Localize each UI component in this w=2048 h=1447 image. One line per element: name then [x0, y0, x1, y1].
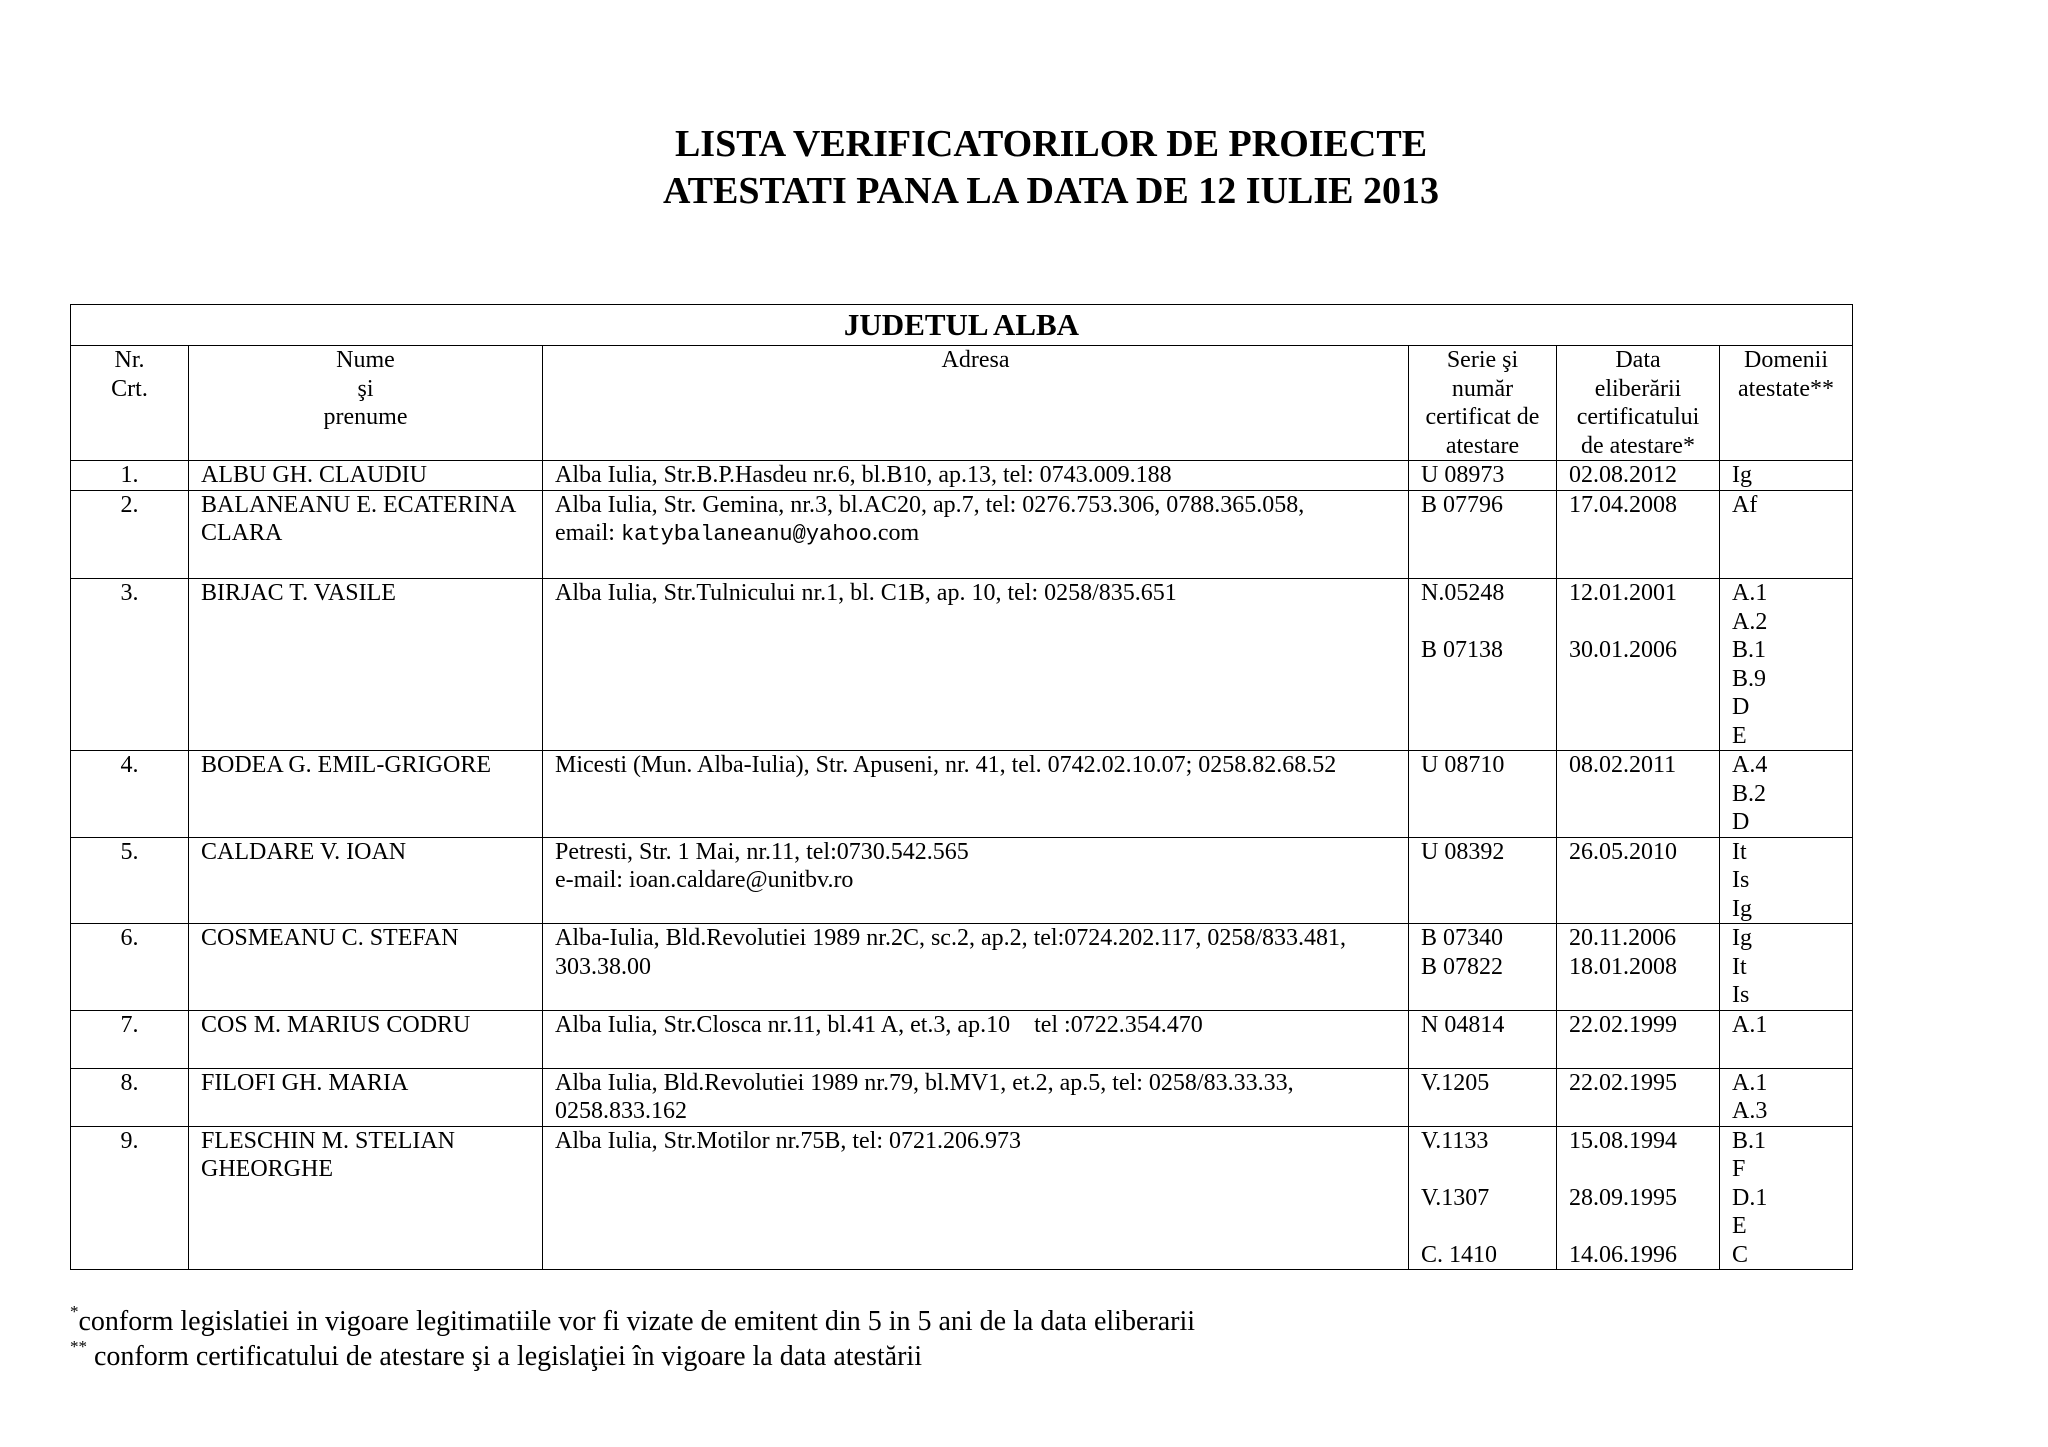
- footnote-1-mark: *: [70, 1302, 79, 1321]
- header-nume: [189, 346, 543, 461]
- cell-line: D: [1732, 694, 1750, 720]
- cell-line: Alba Iulia, Str.Motilor nr.75B, tel: 0721.206.973: [555, 1127, 1021, 1154]
- header-serie: [1409, 346, 1557, 461]
- county-header: JUDETUL ALBA: [71, 305, 1853, 346]
- cell-domenii: [1720, 837, 1853, 924]
- cell-spacer: [1421, 1155, 1544, 1184]
- table-row: [71, 837, 1853, 924]
- cell-domenii: [1720, 490, 1853, 579]
- cell-email-line: [555, 519, 1396, 550]
- cell-spacer: [555, 550, 1396, 579]
- footnote-2-text: conform certificatului de atestare şi a legislaţiei în vigoare la data atestării: [87, 1341, 922, 1372]
- table-row: [71, 490, 1853, 579]
- cell-line: Is: [1732, 867, 1750, 893]
- cell-nume: [189, 1126, 543, 1270]
- header-serie-line: certificat de: [1425, 404, 1540, 430]
- cell-line: Alba Iulia, Bld.Revolutiei 1989 nr.79, bl.MV1, et.2, ap.5, tel: 0258/83.33.33,: [555, 1069, 1294, 1096]
- header-serie-line: atestare: [1445, 432, 1520, 459]
- table-row: [71, 924, 1853, 1011]
- cell-line: B.1: [1732, 1127, 1767, 1154]
- header-serie-line: număr: [1451, 375, 1514, 402]
- cell-adresa: [543, 1010, 1409, 1068]
- cell-line: 0258.833.162: [555, 1098, 687, 1124]
- cell-data: [1557, 461, 1720, 491]
- cell-nr: 7.: [71, 1010, 189, 1068]
- cell-line: 22.02.1999: [1569, 1011, 1677, 1038]
- cell-line: B 07822: [1421, 953, 1504, 980]
- cell-line: 28.09.1995: [1569, 1184, 1677, 1211]
- cell-nr: 4.: [71, 751, 189, 838]
- cell-serie: [1409, 751, 1557, 838]
- cell-spacer: [555, 1039, 1396, 1068]
- cell-line: It: [1732, 953, 1747, 980]
- document-title-line-2: ATESTATI PANA LA DATA DE 12 IULIE 2013: [663, 170, 1439, 212]
- cell-data: [1557, 579, 1720, 751]
- cell-line: F: [1732, 1156, 1746, 1182]
- cell-line: Af: [1732, 491, 1758, 518]
- cell-serie: [1409, 579, 1557, 751]
- cell-line: CLARA: [201, 520, 283, 546]
- header-serie-line: Serie şi: [1446, 347, 1519, 373]
- cell-line: Is: [1732, 982, 1750, 1008]
- cell-domenii: [1720, 1010, 1853, 1068]
- cell-line: A.4: [1732, 752, 1768, 778]
- cell-adresa: [543, 751, 1409, 838]
- cell-serie: [1409, 1010, 1557, 1068]
- cell-spacer: [1421, 1212, 1544, 1241]
- cell-line: C: [1732, 1241, 1749, 1268]
- cell-nr: 1.: [71, 461, 189, 491]
- cell-line: Petresti, Str. 1 Mai, nr.11, tel:0730.542.565: [555, 838, 969, 865]
- cell-line: It: [1732, 838, 1747, 865]
- header-data-line: Data: [1615, 347, 1661, 373]
- cell-line: 14.06.1996: [1569, 1241, 1677, 1268]
- cell-domenii: [1720, 924, 1853, 1011]
- cell-line: 12.01.2001: [1569, 580, 1677, 606]
- footnote-1: [70, 1302, 1195, 1338]
- email-prefix: email:: [555, 520, 621, 546]
- cell-line: A.2: [1732, 608, 1768, 635]
- header-data-line: eliberării: [1594, 375, 1682, 402]
- cell-serie: [1409, 1068, 1557, 1126]
- cell-domenii: [1720, 1068, 1853, 1126]
- cell-line: 22.02.1995: [1569, 1069, 1677, 1096]
- cell-line: E: [1732, 1213, 1747, 1239]
- cell-serie: [1409, 837, 1557, 924]
- cell-serie: [1409, 490, 1557, 579]
- header-nume-line: şi: [357, 375, 374, 402]
- cell-line: B 07138: [1421, 637, 1504, 663]
- column-header-row: [71, 346, 1853, 461]
- cell-line: Alba Iulia, Str.Closca nr.11, bl.41 A, et.3, ap.10 tel :0722.354.470: [555, 1011, 1203, 1038]
- cell-line: 08.02.2011: [1569, 752, 1677, 778]
- cell-nume: [189, 751, 543, 838]
- cell-data: [1557, 1068, 1720, 1126]
- cell-line: B.2: [1732, 780, 1767, 807]
- cell-spacer: [1569, 608, 1707, 637]
- header-adresa-line: Adresa: [941, 347, 1010, 373]
- cell-adresa: [543, 461, 1409, 491]
- header-data-line: certificatului: [1576, 404, 1700, 430]
- cell-line: V.1205: [1421, 1069, 1490, 1096]
- cell-line: 15.08.1994: [1569, 1127, 1677, 1154]
- cell-line: 30.01.2006: [1569, 637, 1677, 663]
- cell-nume: [189, 924, 543, 1011]
- cell-line: A.1: [1732, 1011, 1768, 1038]
- cell-serie: [1409, 924, 1557, 1011]
- cell-line: B 07340: [1421, 925, 1504, 951]
- cell-line: Alba-Iulia, Bld.Revolutiei 1989 nr.2C, sc.2, ap.2, tel:0724.202.117, 0258/833.481,: [555, 925, 1347, 951]
- cell-line: U 08710: [1421, 752, 1505, 778]
- cell-line: 17.04.2008: [1569, 491, 1677, 518]
- verifiers-table: [70, 304, 1853, 1270]
- table-row: [71, 1068, 1853, 1126]
- cell-data: [1557, 1010, 1720, 1068]
- footnote-2: [70, 1337, 922, 1373]
- cell-domenii: [1720, 461, 1853, 491]
- cell-line: BODEA G. EMIL-GRIGORE: [201, 752, 491, 778]
- header-data: [1557, 346, 1720, 461]
- cell-nr: 9.: [71, 1126, 189, 1270]
- header-domenii: [1720, 346, 1853, 461]
- cell-data: [1557, 490, 1720, 579]
- table-row: [71, 579, 1853, 751]
- footnote-1-text: conform legislatiei in vigoare legitimatiile vor fi vizate de emitent din 5 in 5 ani de la data eliberarii: [78, 1306, 1195, 1337]
- cell-line: A.1: [1732, 1069, 1768, 1096]
- cell-line: Alba Iulia, Str.Tulnicului nr.1, bl. C1B, ap. 10, tel: 0258/835.651: [555, 580, 1177, 606]
- cell-line: BIRJAC T. VASILE: [201, 580, 396, 606]
- cell-adresa: [543, 490, 1409, 579]
- header-nume-line: prenume: [323, 404, 408, 430]
- cell-line: COSMEANU C. STEFAN: [201, 925, 459, 951]
- cell-adresa: [543, 924, 1409, 1011]
- cell-adresa: [543, 579, 1409, 751]
- cell-line: B.9: [1732, 665, 1767, 692]
- cell-adresa: [543, 1126, 1409, 1270]
- cell-line: B 07796: [1421, 491, 1504, 518]
- cell-line: Ig: [1732, 895, 1752, 922]
- cell-line: ALBU GH. CLAUDIU: [201, 462, 427, 488]
- cell-line: COS M. MARIUS CODRU: [201, 1011, 471, 1038]
- table-row: [71, 1126, 1853, 1270]
- table-row: [71, 751, 1853, 838]
- cell-line: BALANEANU E. ECATERINA: [201, 491, 517, 518]
- cell-nume: [189, 1010, 543, 1068]
- cell-nr: 8.: [71, 1068, 189, 1126]
- cell-line: V.1307: [1421, 1184, 1490, 1211]
- cell-line: 303.38.00: [555, 953, 651, 980]
- cell-nr: 2.: [71, 490, 189, 579]
- cell-line: FILOFI GH. MARIA: [201, 1069, 409, 1096]
- cell-line: A.3: [1732, 1098, 1768, 1124]
- cell-data: [1557, 924, 1720, 1011]
- cell-adresa: [543, 837, 1409, 924]
- cell-nume: [189, 1068, 543, 1126]
- cell-nume: [189, 837, 543, 924]
- header-data-line: de atestare*: [1581, 432, 1695, 459]
- cell-line: 18.01.2008: [1569, 953, 1677, 980]
- cell-line: CALDARE V. IOAN: [201, 838, 407, 865]
- cell-serie: [1409, 1126, 1557, 1270]
- cell-line: N 04814: [1421, 1011, 1505, 1038]
- cell-line: D.1: [1732, 1184, 1768, 1211]
- cell-adresa: [543, 1068, 1409, 1126]
- cell-line: V.1133: [1421, 1127, 1489, 1154]
- cell-spacer: [1569, 1212, 1707, 1241]
- cell-nr: 3.: [71, 579, 189, 751]
- cell-line: C. 1410: [1421, 1241, 1498, 1268]
- cell-data: [1557, 1126, 1720, 1270]
- cell-line: B.1: [1732, 637, 1767, 663]
- header-nr-line: Crt.: [111, 375, 148, 402]
- cell-spacer: [1569, 1155, 1707, 1184]
- cell-data: [1557, 751, 1720, 838]
- table-row: [71, 1010, 1853, 1068]
- document-title-line-1: LISTA VERIFICATORILOR DE PROIECTE: [674, 123, 1428, 165]
- cell-domenii: [1720, 1126, 1853, 1270]
- cell-data: [1557, 837, 1720, 924]
- cell-domenii: [1720, 579, 1853, 751]
- cell-serie: [1409, 461, 1557, 491]
- cell-line: 20.11.2006: [1569, 925, 1677, 951]
- cell-line: Alba Iulia, Str. Gemina, nr.3, bl.AC20, ap.7, tel: 0276.753.306, 0788.365.058,: [555, 491, 1305, 518]
- footnote-2-mark: **: [70, 1337, 87, 1356]
- table-row: [71, 461, 1853, 491]
- header-nr-line: Nr.: [114, 347, 145, 373]
- cell-domenii: [1720, 751, 1853, 838]
- cell-nume: [189, 579, 543, 751]
- cell-line: Ig: [1732, 462, 1752, 488]
- cell-line: U 08392: [1421, 838, 1505, 865]
- cell-spacer: [1421, 608, 1544, 637]
- cell-line: U 08973: [1421, 462, 1505, 488]
- header-domenii-line: Domenii: [1744, 347, 1828, 373]
- cell-line: Micesti (Mun. Alba-Iulia), Str. Apuseni, nr. 41, tel. 0742.02.10.07; 0258.82.68.52: [555, 752, 1337, 778]
- cell-line: N.05248: [1421, 580, 1505, 606]
- header-nume-line: Nume: [336, 347, 395, 373]
- cell-nume: [189, 490, 543, 579]
- cell-line: D: [1732, 809, 1750, 835]
- cell-nr: 6.: [71, 924, 189, 1011]
- email-suffix: .com: [871, 520, 920, 546]
- cell-line: E: [1732, 722, 1747, 749]
- cell-line: Ig: [1732, 925, 1752, 951]
- cell-line: 02.08.2012: [1569, 462, 1677, 488]
- email-link[interactable]: katybalaneanu@yahoo: [620, 522, 872, 547]
- cell-line: GHEORGHE: [201, 1156, 333, 1182]
- cell-line: Alba Iulia, Str.B.P.Hasdeu nr.6, bl.B10, ap.13, tel: 0743.009.188: [555, 462, 1172, 488]
- header-domenii-line: atestate**: [1738, 375, 1834, 402]
- header-nr: [71, 346, 189, 461]
- cell-line: FLESCHIN M. STELIAN: [201, 1127, 456, 1154]
- cell-nume: [189, 461, 543, 491]
- cell-line: A.1: [1732, 580, 1768, 606]
- header-adresa: [543, 346, 1409, 461]
- cell-line: 26.05.2010: [1569, 838, 1677, 865]
- cell-nr: 5.: [71, 837, 189, 924]
- cell-email-line[interactable]: e-mail: ioan.caldare@unitbv.ro: [555, 867, 854, 893]
